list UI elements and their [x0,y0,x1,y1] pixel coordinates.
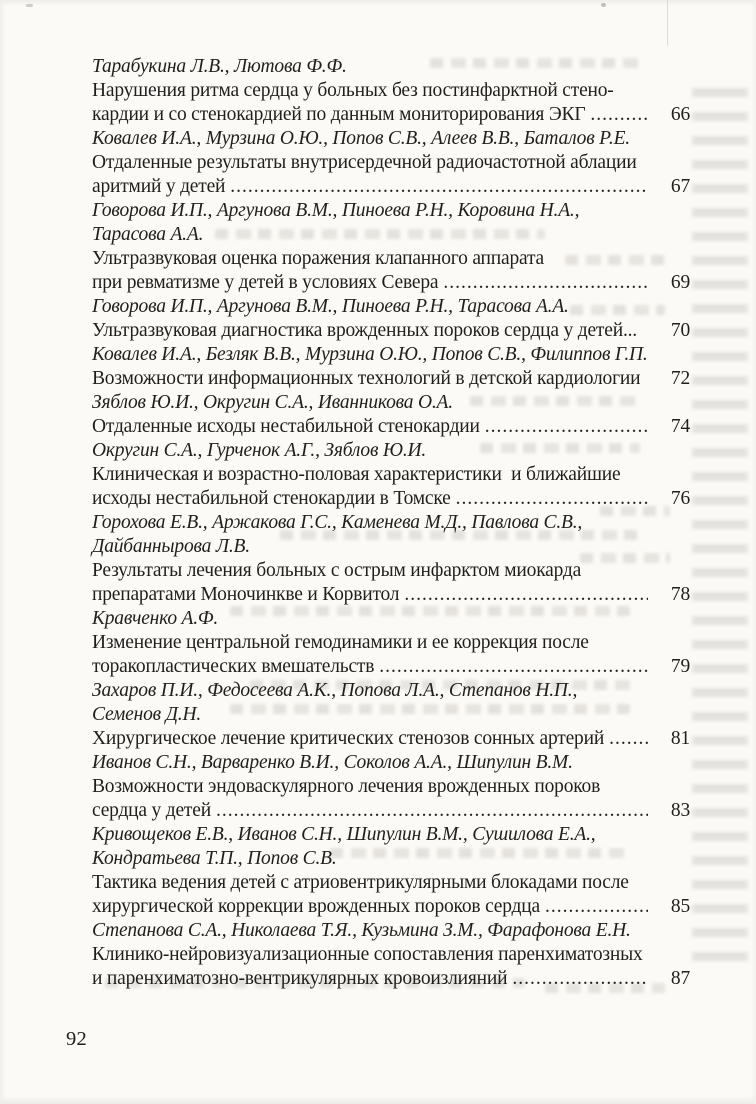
entry-page-ref: 66 [670,104,690,125]
toc-line-text: Ультразвуковая оценка поражения клапанного аппарата [92,248,544,269]
toc-entry-authors-line [92,511,690,535]
toc-line-text: аритмий у детей [92,176,226,197]
toc-entry-title-line [92,799,690,823]
dot-leader [545,895,648,919]
scan-speck [601,3,606,7]
toc-line-text: Тактика ведения детей с атриовентрикулярными блокадами после [92,872,629,893]
toc-line-text: исходы нестабильной стенокардии в Томске [92,488,451,509]
toc-entry-authors-line [92,391,690,415]
dot-leader [216,799,648,823]
dot-leader [443,271,648,295]
toc-line-text: Тарабукина Л.В., Лютова Ф.Ф. [92,56,347,77]
dot-leader [609,727,648,751]
toc-line-text: Округин С.А., Гурченок А.Г., Зяблов Ю.И. [92,440,427,461]
toc-entry-title-line [92,247,690,271]
toc-entry-authors-line [92,439,690,463]
toc-line-text: Отдаленные результаты внутрисердечной радиочастотной аблации [92,152,637,173]
toc-line-text: при ревматизме у детей в условиях Севера [92,272,439,293]
toc-line-text: сердца у детей [92,800,211,821]
toc-entry-title-line [92,151,690,175]
toc-entry-title-line [92,415,690,439]
entry-page-ref: 78 [670,584,690,605]
dot-leader [456,487,648,511]
scan-edge-right [751,0,756,1104]
scan-speck [26,4,33,7]
toc-line-text: Возможности эндоваскулярного лечения врожденных пороков [92,776,601,797]
dot-leader [379,655,648,679]
entry-page-ref: 67 [670,176,690,197]
dot-leader [404,583,648,607]
toc-entry-title-line [92,175,690,199]
entry-page-ref: 81 [670,728,690,749]
toc-entry-title-line [92,319,690,343]
toc-entry-authors-line [92,607,690,631]
scan-edge-top [0,0,756,6]
toc-entry-authors-line [92,199,690,223]
toc-entry-title-line [92,463,690,487]
scan-edge-left [0,0,6,1104]
toc-entry-authors-line [92,55,690,79]
toc-line-text: Кондратьева Т.П., Попов С.В. [92,848,337,869]
toc-line-text: Тарасова А.А. [92,224,204,245]
toc-line-text: Клинико-нейровизуализационные сопоставления паренхиматозных [92,944,643,965]
scan-line-artifact [667,0,668,46]
toc-entry-title-line [92,367,690,391]
dot-leader [512,967,648,991]
toc-line-text: Горохова Е.В., Аржакова Г.С., Каменева М.Д., Павлова С.В., [92,512,583,533]
toc-line-text: Изменение центральной гемодинамики и ее коррекция после [92,632,589,653]
toc-line-text: Ультразвуковая диагностика врожденных пороков сердца у детей... [92,320,637,341]
scan-edge-bottom [0,1096,756,1104]
entry-page-ref: 79 [670,656,690,677]
toc-line-text: хирургической коррекции врожденных пороков сердца [92,896,540,917]
toc-line-text: Кривощеков Е.В., Иванов С.Н., Шипулин В.М., Сушилова Е.А., [92,824,596,845]
toc-entry-title-line [92,103,690,127]
toc-entry-authors-line [92,127,690,151]
toc-entry-authors-line [92,295,690,319]
toc-line-text: Отдаленные исходы нестабильной стенокардии [92,416,480,437]
toc-entry-authors-line [92,751,690,775]
toc-entry-title-line [92,487,690,511]
toc-line-text: Ковалев И.А., Мурзина О.Ю., Попов С.В., Алеев В.В., Баталов Р.Е. [92,128,630,149]
toc-entry-authors-line [92,919,690,943]
toc-entry-authors-line [92,679,690,703]
entry-page-ref: 72 [670,368,690,389]
toc-entry-title-line [92,583,690,607]
toc-entry-title-line [92,895,690,919]
toc-line-text: Хирургическое лечение критических стенозов сонных артерий [92,728,605,749]
toc-line-text: Возможности информационных технологий в детской кардиологии [92,368,641,389]
entry-page-ref: 69 [670,272,690,293]
dot-leader [485,415,648,439]
toc-entry-title-line [92,655,690,679]
toc-entry-title-line [92,943,690,967]
entry-page-ref: 76 [670,488,690,509]
toc-line-text: Ковалев И.А., Безляк В.В., Мурзина О.Ю., Попов С.В., Филиппов Г.П. [92,344,648,365]
toc-entry-authors-line [92,535,690,559]
toc-line-text: Нарушения ритма сердца у больных без постинфарктной стено- [92,80,614,101]
toc-entry-title-line [92,271,690,295]
toc-line-text: Иванов С.Н., Варваренко В.И., Соколов А.А., Шипулин В.М. [92,752,573,773]
entry-page-ref: 70 [670,320,690,341]
toc-line-text: Зяблов Ю.И., Округин С.А., Иванникова О.А. [92,392,453,413]
entry-page-ref: 83 [670,800,690,821]
toc-line-text: Степанова С.А., Николаева Т.Я., Кузьмина З.М., Фарафонова Е.Н. [92,920,631,941]
bleed-through-margin-column [692,88,748,968]
toc-entry-title-line [92,631,690,655]
toc-line-text: Дайбаннырова Л.В. [92,536,250,557]
toc-entry-authors-line [92,823,690,847]
toc-line-text: и паренхиматозно-вентрикулярных кровоизлияний [92,968,508,989]
toc-line-text: Кравченко А.Ф. [92,608,219,629]
toc-line-text: Захаров П.И., Федосеева А.К., Попова Л.А., Степанов Н.П., [92,680,578,701]
toc-line-text: Результаты лечения больных с острым инфарктом миокарда [92,560,582,581]
toc-entry-authors-line [92,847,690,871]
entry-page-ref: 85 [670,896,690,917]
toc-entry-title-line [92,775,690,799]
toc-entry-authors-line [92,703,690,727]
toc-entry-authors-line [92,223,690,247]
toc-line-text: Говорова И.П., Аргунова В.М., Пиноева Р.Н., Коровина Н.А., [92,200,580,221]
entry-page-ref: 74 [670,416,690,437]
toc-line-text: Семенов Д.Н. [92,704,202,725]
toc-entry-title-line [92,559,690,583]
toc-line-text: Клиническая и возрастно-половая характеристики и ближайшие [92,464,621,485]
dot-leader [590,103,648,127]
table-of-contents [92,55,690,991]
toc-line-text: торакопластических вмешательств [92,656,375,677]
toc-entry-title-line [92,79,690,103]
dot-leader [230,175,648,199]
page-number: 92 [66,1028,88,1050]
toc-entry-title-line [92,727,690,751]
toc-line-text: кардии и со стенокардией по данным мониторирования ЭКГ [92,104,586,125]
toc-entry-title-line [92,967,690,991]
entry-page-ref: 87 [670,968,690,989]
toc-entry-title-line [92,871,690,895]
toc-line-text: Говорова И.П., Аргунова В.М., Пиноева Р.Н., Тарасова А.А. [92,296,569,317]
toc-entry-authors-line [92,343,690,367]
toc-line-text: препаратами Моночинкве и Корвитол [92,584,400,605]
